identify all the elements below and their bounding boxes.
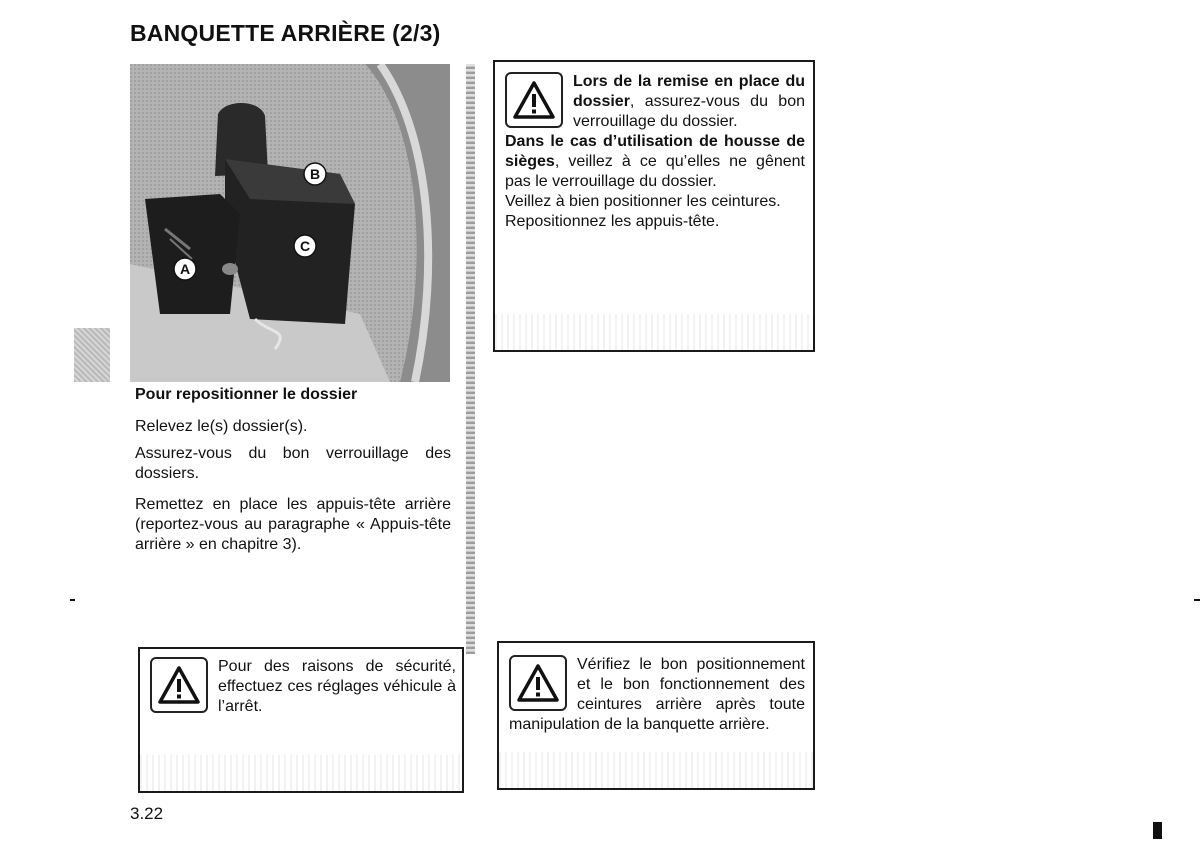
page-title: BANQUETTE ARRIÈRE (2/3) xyxy=(130,20,441,46)
warning-triangle-icon xyxy=(150,657,208,713)
warning-bold-1: Lors de la remise en place du dossier xyxy=(573,73,805,110)
warning-box-safety xyxy=(138,647,464,793)
column-divider xyxy=(466,64,475,654)
chapter-tab-marker xyxy=(74,328,110,382)
margin-tick-right xyxy=(1194,599,1200,601)
warning-text-seatbelts: Vérifiez le bon positionnement et le bon fonctionnement des ceintures arrière après toute manipulation de la banquette arrière. xyxy=(509,656,805,733)
warning-bold-2: Dans le cas d’utilisation de housse de sièges xyxy=(505,133,805,170)
rear-seat-photo xyxy=(130,64,450,382)
scan-texture xyxy=(495,314,813,350)
instruction-3: Remettez en place les appuis-tête arrière (reportez-vous au paragraphe « Appuis-tête arrière » en chapitre 3). xyxy=(135,496,451,553)
warning-text-3: Veillez à bien positionner les ceintures. xyxy=(505,193,781,210)
instruction-1: Relevez le(s) dossier(s). xyxy=(135,418,308,435)
label-a: A xyxy=(179,261,191,277)
warning-box-seat-lock xyxy=(493,60,815,352)
label-c: C xyxy=(299,238,311,254)
section-heading: Pour repositionner le dossier xyxy=(135,386,358,403)
warning-text-4: Repositionnez les appuis-tête. xyxy=(505,213,720,230)
warning-box-seatbelts xyxy=(497,641,815,790)
instruction-2: Assurez-vous du bon verrouillage des dossiers. xyxy=(135,445,451,482)
page-number: 3.22 xyxy=(130,804,164,823)
rear-seat-illustration xyxy=(130,64,450,382)
scan-texture xyxy=(140,755,462,791)
warning-text-safety: Pour des raisons de sécurité, effectuez ces réglages véhicule à l’arrêt. xyxy=(218,658,456,715)
warning-text-1: , assurez-vous du bon verrouillage du dossier. xyxy=(573,93,805,130)
warning-triangle-icon xyxy=(505,72,563,128)
label-b: B xyxy=(309,166,321,182)
margin-tick-left xyxy=(70,599,75,601)
warning-triangle-icon xyxy=(509,655,567,711)
warning-text-2: , veillez à ce qu’elles ne gênent pas le verrouillage du dossier. xyxy=(505,153,805,190)
scan-texture xyxy=(499,752,813,788)
thumb-index-mark xyxy=(1153,822,1162,839)
